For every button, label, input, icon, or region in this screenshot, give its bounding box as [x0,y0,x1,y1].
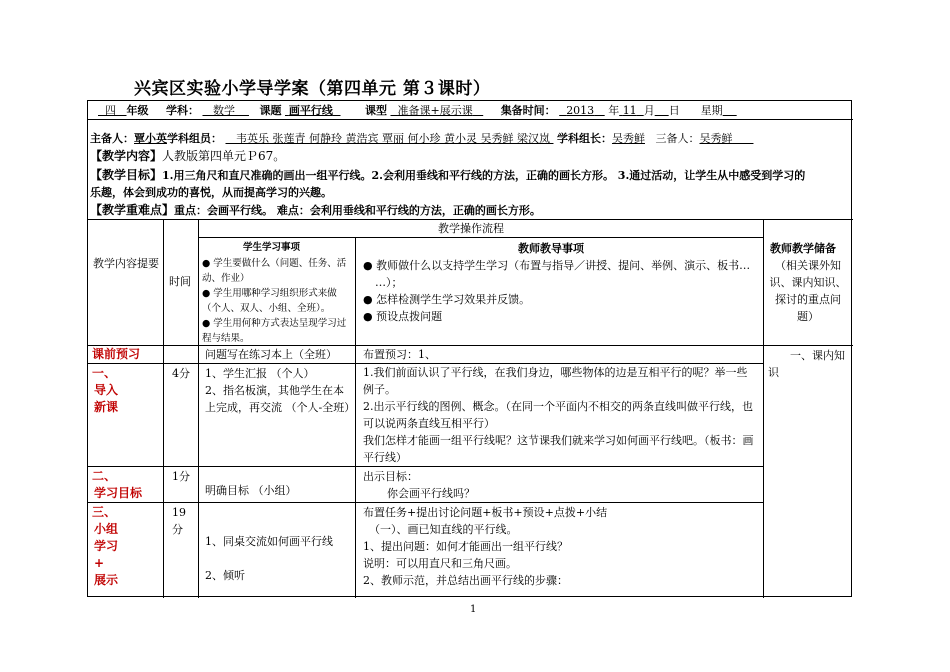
section-3-student-2: 2、倾听 [205,569,245,582]
row-divider [198,237,763,238]
section-3-index: 三、 [92,505,117,519]
grade-label: 年级 [126,104,149,117]
section-3-plus: + [94,556,105,570]
section-2-student: 明确目标 （小组） [205,484,297,497]
keypoints-label: 【教学重难点】 [90,203,175,217]
section-3-teacher-4: 说明：可以用直尺和三角尺画。 [363,557,517,570]
key-points [90,202,541,219]
col-divider [355,237,356,598]
section-3-student-1: 1、同桌交流如何画平行线 [205,535,333,548]
teacher-bullet-1: ● 教师做什么以支持学生学习（布置与指导／讲授、提问、举例、演示、板书… [363,259,751,272]
row-divider [88,466,763,467]
info-row [98,102,737,119]
goals-line-2: 乐趣，体会到成功的喜悦，从而提高学习的兴趣。 [90,186,332,199]
day-value [655,104,669,117]
subject-label: 学科： [165,104,199,117]
prep-column-header: 教师教学储备 [770,242,836,255]
host-value: 覃小英 [134,132,167,145]
content-column-header: 教学内容提要 [93,257,159,270]
section-2-teacher-1: 出示目标： [363,470,418,483]
month-label: 月 [643,104,655,117]
goals-line-1: 1.用三角尺和直尺准确的画出一组平行线。2.会利用垂线和平行线的方法，正确的画长方形。 3.通过活动，让学生从中感受到学习的 [162,169,806,182]
prep-note-2: 识 [768,366,779,379]
year-value: 2013 [566,104,595,117]
row-divider [88,502,763,503]
section-3-time-unit: 分 [172,523,183,536]
prep-note-1: 一、课内知 [790,349,845,362]
col-divider [763,219,764,598]
day-label: 日 [668,104,680,117]
section-3-time-value: 19 [172,506,186,519]
section-3-teacher-5: 2、教师示范，并总结出画平行线的步骤： [363,574,568,587]
members-label: 学科组员： [167,132,222,145]
leader-value: 吴秀鲜 [611,132,645,145]
section-1-student-1: 1、学生汇报 （个人） [205,367,315,380]
topic-value: 画平行线 [288,104,333,117]
preview-student: 问题写在练习本上（全班） [205,348,337,361]
topic-label: 课题 [259,104,282,117]
section-2-time: 1分 [172,470,190,483]
content-text: 人教版第四单元Ｐ67。 [162,149,286,163]
section-1-index: 一、 [92,366,117,380]
third-value: 吴秀鲜 [699,132,733,145]
section-2-teacher-2: 你会画平行线吗？ [387,487,475,500]
prep-column-subheader: （相关课外知识、课内知识、探讨的重点问题） [769,259,847,323]
section-3-title-b: 学习 [94,539,119,553]
month-value: 11 [622,104,637,117]
flow-header: 教学操作流程 [438,222,504,235]
time-label: 集备时间： [500,104,556,117]
student-bullet-3: ● 学生用何种方式表达呈现学习过程与结果。 [202,318,347,344]
section-3-title-a: 小组 [94,522,119,536]
staff-row [90,130,753,147]
section-2-title: 学习目标 [94,486,143,500]
host-label: 主备人： [90,132,134,145]
preview-teacher: 布置预习：1、 [363,348,436,361]
leader-label: 学科组长： [556,132,612,145]
row-divider [88,119,853,120]
section-1-teacher-1: 1.我们前面认识了平行线，在我们身边，哪些物体的边是互相平行的呢？举一些例子。 [363,366,748,396]
section-2-index: 二、 [92,469,117,483]
keypoints-text: 重点：会画平行线。 难点：会利用垂线和平行线的方法，正确的画长方形。 [174,204,541,217]
type-value: 准备课+展示课 [397,104,473,117]
section-1-student-2: 2、指名板演，其他学生在本上完成，再交流 （个人-全班） [205,384,356,414]
week-value [723,104,737,117]
document-title: 兴宾区实验小学导学案（第四单元 第３课时） [134,79,491,99]
section-preview-title: 课前预习 [92,347,141,361]
type-label: 课型 [364,104,387,117]
teacher-bullet-3: ● 预设点拨问题 [363,310,443,323]
student-column-header: 学生学习事项 [243,242,301,253]
lesson-plan-table [87,100,852,597]
week-label: 星期 [700,104,723,117]
section-3-teacher-3: 1、提出问题：如何才能画出一组平行线？ [363,540,568,553]
section-1-title-b: 新课 [94,400,119,414]
section-3-teacher-2: （一）、画已知直线的平行线。 [369,523,518,536]
grade-value: 四 [105,104,116,117]
section-1-time: 4分 [172,367,190,380]
members-value: 韦英乐 张莲青 何静玲 黄浩宾 覃丽 何小珍 黄小灵 吴秀鲜 梁汉岚 [236,132,550,145]
section-1-teacher-3: 我们怎样才能画一组平行线呢？这节课我们就来学习如何画平行线吧。（板书：画平行线） [363,434,754,464]
year-label: 年 [608,104,620,117]
teaching-goals [90,167,805,184]
goals-label: 【教学目标】 [90,168,163,182]
subject-value: 数学 [212,104,235,117]
page-number: 1 [470,604,477,615]
teacher-column-header: 教师教导事项 [518,242,584,255]
student-bullet-2: ● 学生用哪种学习组织形式来做（个人、双人、小组、全班）。 [202,288,337,314]
content-label: 【教学内容】 [90,149,163,163]
section-3-teacher-1: 布置任务+提出讨论问题+板书+预设+点拨+小结 [363,506,608,519]
time-column-header: 时间 [169,275,191,288]
col-divider [163,219,164,598]
section-3-title-c: 展示 [94,573,119,587]
section-1-teacher-2: 2.出示平行线的图例、概念。（在同一个平面内不相交的两条直线叫做平行线，也可以说两条直线互相平行） [363,400,753,430]
teacher-bullet-2: ● 怎样检测学生学习效果并反馈。 [363,293,531,306]
section-1-title-a: 导入 [94,383,119,397]
col-divider [198,219,199,598]
teacher-bullet-1b: …）； [375,276,403,289]
third-label: 三备人： [655,132,700,145]
teaching-content [90,148,285,165]
student-bullet-1: ● 学生要做什么（问题、任务、活动、作业） [202,258,347,284]
